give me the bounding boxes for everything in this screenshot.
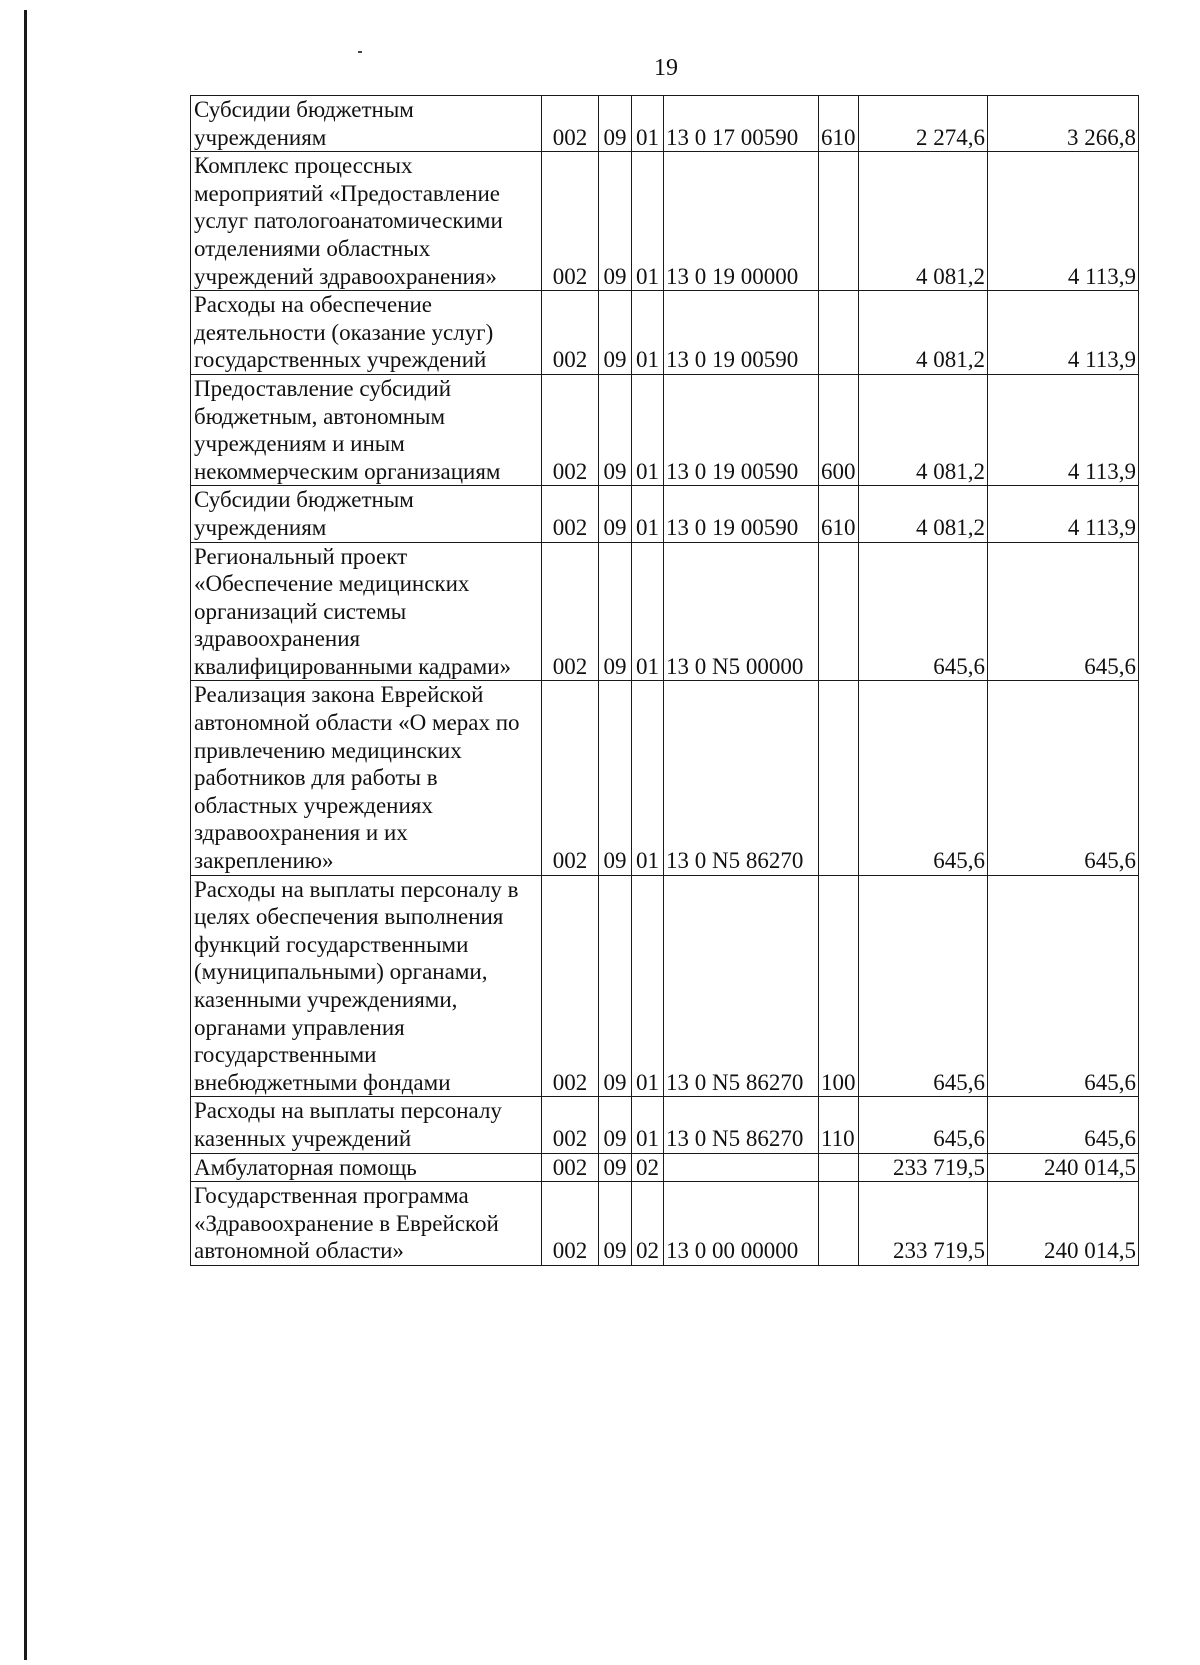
cell-name: Комплекс процессных мероприятий «Предоставление услуг патологоанатомическими отделениями областных учреждений здравоохранения» [191,152,542,291]
cell-article: 13 0 17 00590 [664,96,819,152]
cell-subsection: 01 [632,374,664,485]
cell-article: 13 0 N5 86270 [664,681,819,875]
cell-amount-1: 233 719,5 [859,1182,988,1266]
cell-admin: 002 [542,1097,599,1153]
cell-expense-type [819,681,859,875]
cell-section: 09 [599,96,632,152]
table-row [191,152,1139,291]
cell-amount-1: 645,6 [859,1097,988,1153]
cell-amount-2: 645,6 [988,1097,1139,1153]
cell-subsection: 02 [632,1153,664,1182]
cell-article: 13 0 N5 00000 [664,542,819,681]
cell-name: Субсидии бюджетным учреждениям [191,486,542,542]
cell-expense-type: 110 [819,1097,859,1153]
cell-amount-1: 645,6 [859,542,988,681]
cell-article: 13 0 19 00000 [664,152,819,291]
cell-admin: 002 [542,96,599,152]
cell-article: 13 0 19 00590 [664,486,819,542]
cell-amount-1: 233 719,5 [859,1153,988,1182]
cell-expense-type [819,291,859,375]
cell-subsection: 01 [632,681,664,875]
cell-amount-2: 4 113,9 [988,152,1139,291]
cell-amount-2: 3 266,8 [988,96,1139,152]
cell-expense-type [819,1182,859,1266]
cell-name: Расходы на выплаты персоналу казенных учреждений [191,1097,542,1153]
cell-amount-1: 4 081,2 [859,291,988,375]
cell-admin: 002 [542,875,599,1097]
cell-subsection: 01 [632,875,664,1097]
table-row [191,1153,1139,1182]
cell-name: Реализация закона Еврейской автономной области «О мерах по привлечению медицинских работников для работы в областных учреждениях здравоохранения и их закреплению» [191,681,542,875]
table-row [191,374,1139,485]
cell-amount-2: 240 014,5 [988,1182,1139,1266]
cell-admin: 002 [542,291,599,375]
table-row [191,542,1139,681]
cell-amount-2: 4 113,9 [988,374,1139,485]
cell-amount-1: 2 274,6 [859,96,988,152]
cell-article: 13 0 N5 86270 [664,1097,819,1153]
cell-amount-1: 645,6 [859,875,988,1097]
table-row [191,1182,1139,1266]
cell-expense-type [819,152,859,291]
cell-subsection: 01 [632,1097,664,1153]
cell-expense-type: 610 [819,486,859,542]
cell-admin: 002 [542,542,599,681]
cell-name: Предоставление субсидий бюджетным, автономным учреждениям и иным некоммерческим организациям [191,374,542,485]
cell-amount-2: 4 113,9 [988,486,1139,542]
scan-speck [358,51,362,53]
cell-expense-type: 100 [819,875,859,1097]
table-row [191,486,1139,542]
scan-edge-line [24,10,27,1660]
cell-expense-type: 600 [819,374,859,485]
cell-admin: 002 [542,486,599,542]
cell-admin: 002 [542,374,599,485]
budget-table [190,95,1139,1266]
cell-amount-2: 240 014,5 [988,1153,1139,1182]
cell-section: 09 [599,152,632,291]
cell-section: 09 [599,681,632,875]
table-row [191,875,1139,1097]
cell-amount-2: 645,6 [988,875,1139,1097]
cell-section: 09 [599,1097,632,1153]
cell-name: Расходы на обеспечение деятельности (оказание услуг) государственных учреждений [191,291,542,375]
cell-article: 13 0 19 00590 [664,374,819,485]
cell-article: 13 0 N5 86270 [664,875,819,1097]
cell-section: 09 [599,486,632,542]
cell-amount-1: 645,6 [859,681,988,875]
cell-subsection: 01 [632,542,664,681]
cell-subsection: 02 [632,1182,664,1266]
cell-amount-1: 4 081,2 [859,152,988,291]
table-row [191,1097,1139,1153]
table-row [191,681,1139,875]
cell-name: Расходы на выплаты персоналу в целях обеспечения выполнения функций государственными (муниципальными) органами, казенными учреждениями, органами управления государственными внебюджетными фондами [191,875,542,1097]
cell-article [664,1153,819,1182]
cell-admin: 002 [542,152,599,291]
table-row [191,291,1139,375]
cell-amount-2: 645,6 [988,542,1139,681]
cell-article: 13 0 00 00000 [664,1182,819,1266]
cell-section: 09 [599,1153,632,1182]
cell-amount-1: 4 081,2 [859,486,988,542]
cell-amount-2: 645,6 [988,681,1139,875]
cell-expense-type [819,542,859,681]
cell-name: Государственная программа «Здравоохранение в Еврейской автономной области» [191,1182,542,1266]
cell-expense-type [819,1153,859,1182]
cell-amount-1: 4 081,2 [859,374,988,485]
cell-name: Амбулаторная помощь [191,1153,542,1182]
cell-section: 09 [599,875,632,1097]
table-body [191,96,1139,1266]
cell-section: 09 [599,291,632,375]
cell-article: 13 0 19 00590 [664,291,819,375]
cell-name: Субсидии бюджетным учреждениям [191,96,542,152]
cell-subsection: 01 [632,486,664,542]
cell-amount-2: 4 113,9 [988,291,1139,375]
cell-admin: 002 [542,1182,599,1266]
cell-subsection: 01 [632,152,664,291]
cell-expense-type: 610 [819,96,859,152]
cell-section: 09 [599,1182,632,1266]
cell-name: Региональный проект «Обеспечение медицинских организаций системы здравоохранения квалифицированными кадрами» [191,542,542,681]
cell-admin: 002 [542,681,599,875]
cell-subsection: 01 [632,291,664,375]
table-row [191,96,1139,152]
page-number: 19 [654,55,678,81]
cell-section: 09 [599,374,632,485]
cell-section: 09 [599,542,632,681]
cell-admin: 002 [542,1153,599,1182]
cell-subsection: 01 [632,96,664,152]
